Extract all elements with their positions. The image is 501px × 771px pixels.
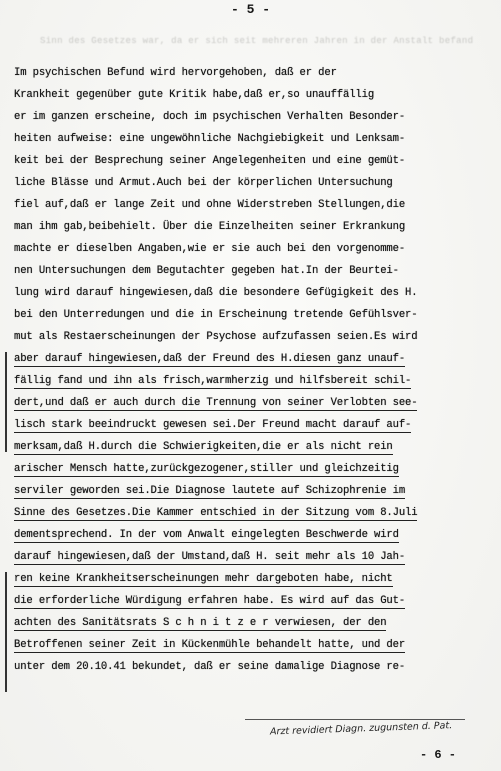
text-line: keit bei der Besprechung seiner Angelegenheiten und eine gemüt- [14, 155, 406, 167]
underlined-line: aber darauf hingewiesen,daß der Freund des H.diesen ganz unauf- [14, 353, 406, 365]
page-number-top: - 5 - [230, 2, 270, 17]
underlined-line: fällig fand und ihn als frisch,warmherzig und hilfsbereit schil- [14, 375, 412, 387]
underlined-line: Sinne des Gesetzes.Die Kammer entschied in der Sitzung vom 8.Juli [14, 507, 418, 519]
text-line: man ihm gab,beibehielt. Über die Einzelheiten seiner Erkrankung [14, 221, 406, 233]
margin-mark [5, 572, 7, 692]
underlined-line: Betroffenen seiner Zeit in Kückenmühle behandelt hatte, und der [14, 639, 406, 651]
text-line: heiten aufweise: eine ungewöhnliche Nachgiebigkeit und Lenksam- [14, 133, 406, 145]
text-line: liche Blässe und Armut.Auch bei der körperlichen Untersuchung [14, 177, 393, 189]
underlined-line: darauf hingewiesen,daß der Umstand,daß H. seit mehr als 10 Jah- [14, 551, 406, 563]
text-line: unter dem 20.10.41 bekundet, daß er seine damalige Diagnose re- [14, 661, 406, 673]
text-line: mut als Restaerscheinungen der Psychose aufzufassen seien.Es wird [14, 331, 418, 343]
margin-mark [5, 352, 7, 452]
bleed-through-text: Sinn des Gesetzes war, da er sich seit mehreren Jahren in der Anstalt befand [40, 36, 474, 46]
text-line: er im ganzen erscheine, doch im psychischen Verhalten Besonder- [14, 111, 406, 123]
underlined-line: merksam,daß H.durch die Schwierigkeiten,die er als nicht rein [14, 441, 393, 453]
text-line: Krankheit gegenüber gute Kritik habe,daß er,so unauffällig [14, 89, 375, 101]
page-number-bottom: - 6 - [420, 748, 457, 762]
text-line: nen Untersuchungen dem Begutachter gegeben hat.In der Beurtei- [14, 265, 399, 277]
underlined-line: arischer Mensch hatte,zurückgezogener,stiller und gleichzeitig [14, 463, 399, 475]
text-line: machte er dieselben Angaben,wie er sie auch bei den vorgenomme- [14, 243, 406, 255]
underlined-line: achten des Sanitätsrats S c h n i t z e r verwiesen, der den [14, 617, 387, 629]
text-line: Im psychischen Befund wird hervorgehoben, daß er der [14, 67, 337, 79]
underlined-line: dert,und daß er auch durch die Trennung von seiner Verlobten see- [14, 397, 418, 409]
underlined-line: die erforderliche Würdigung erfahren habe. Es wird auf das Gut- [14, 595, 406, 607]
underlined-line: dementsprechend. In der vom Anwalt eingelegten Beschwerde wird [14, 529, 399, 541]
underlined-line: ren keine Krankheitserscheinungen mehr dargeboten habe, nicht [14, 573, 393, 585]
text-line: lung wird darauf hingewiesen,daß die besondere Gefügigkeit des H. [14, 287, 418, 299]
handwritten-note: Arzt revidiert Diagn. zugunsten d. Pat. [269, 720, 453, 738]
underlined-line: serviler geworden sei.Die Diagnose lautete auf Schizophrenie im [14, 485, 406, 497]
underlined-line: lisch stark beeindruckt gewesen sei.Der Freund macht darauf auf- [14, 419, 412, 431]
text-line: bei den Unterredungen und die in Erscheinung tretende Gefühlsver- [14, 309, 418, 321]
text-line: fiel auf,daß er lange Zeit und ohne Widerstreben Stellungen,die [14, 199, 406, 211]
